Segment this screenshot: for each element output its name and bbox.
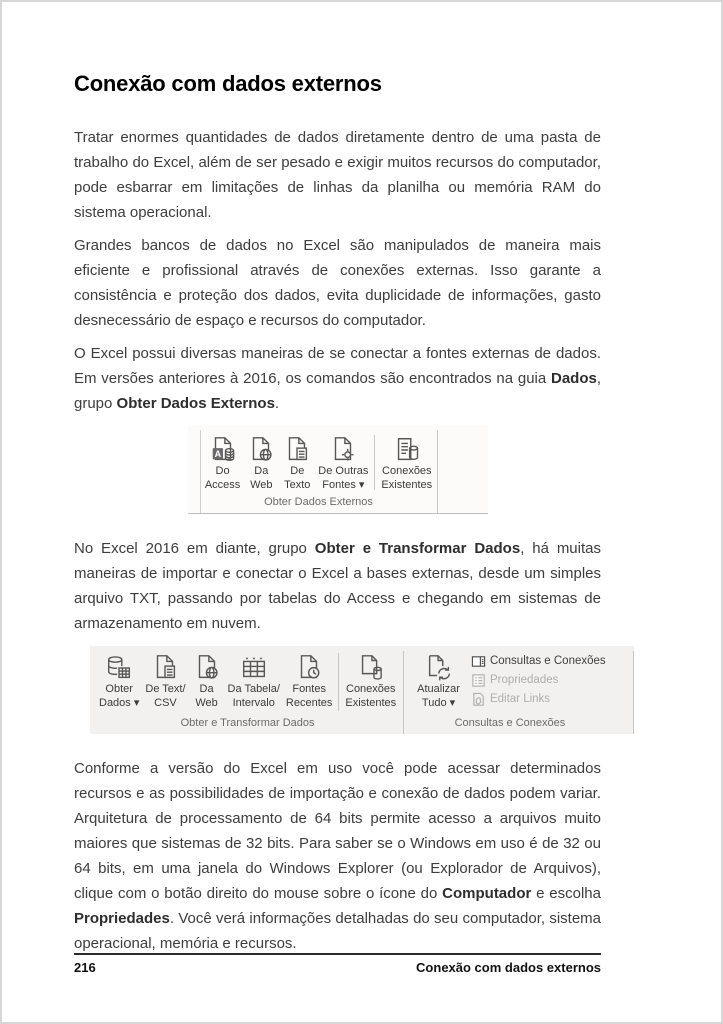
button-label: Recentes [285,696,333,709]
button-label: De Outras [318,465,369,477]
page-number: 216 [74,960,96,975]
text-segment: , grupo [74,370,601,412]
queries-connections-icon [471,654,486,669]
access-file-icon [208,434,238,465]
button-label: CSV [154,696,177,709]
ribbon-button-do-access [202,433,243,492]
text-segment: Conforme a versão do Excel em uso você pode acessar determinados recursos e as possibilidades de importação e conexão de dados podem variar. Arquitetura de processamento de 64 bits permite acesso a arquivos muito maiores que sistemas de 32 bits. Para saber se o Windows em uso é de 32 ou 64 bits, em uma janela do Windows Explorer (ou Explorador de Arquivos), clique com o botão direito do mouse sobre o ícone do [74,760,601,902]
button-label: Da [199,683,214,695]
existing-connections-icon [356,652,386,683]
obter-dados-externos-group [200,430,438,513]
ribbon-button-obter-dados [96,651,142,713]
ribbon-group-separator [403,651,404,734]
text-file-icon [282,434,312,465]
ribbon-button-da-web [243,433,279,492]
paragraph-2 [74,233,601,333]
ribbon-button-propriedades [471,671,606,690]
group-label-obter-dados-externos: Obter Dados Externos [264,496,373,508]
ribbon-separator [338,653,339,711]
properties-icon [471,673,486,688]
paragraph-4 [74,536,601,636]
text-segment: Grandes bancos de dados no Excel são manipulados de maneira mais eficiente e profissional através de conexões externas. Isso garante a consistência e proteção dos dados, evita duplicidade de informações, gasto desnecessário de espaço e recursos do computador. [74,237,601,329]
get-data-database-icon [104,652,134,683]
button-label: Conexões [346,683,396,695]
button-label: De [290,465,305,477]
button-label: Do [215,465,230,477]
button-label: Web [250,478,273,491]
button-label: Web [195,696,218,709]
ribbon-button-de-outras-fontes [315,433,371,492]
button-label: Tudo ▾ [421,696,456,709]
paragraph-3 [74,341,601,416]
button-label: Fontes [292,683,326,695]
ribbon-button-conexoes-existentes [378,433,435,492]
button-label: Dados ▾ [99,696,140,709]
button-label: Conexões [382,465,432,477]
ribbon-button-da-tabela-intervalo [225,651,283,713]
button-label: Intervalo [232,696,275,709]
ribbon-button-de-text-csv [142,651,188,713]
text-segment: , há muitas maneiras de importar e conectar o Excel a bases externas, desde um simples arquivo TXT, passando por tabelas do Access e chegando em sistemas de armazenamento em nuvem. [74,540,601,632]
recent-sources-icon [294,652,324,683]
web-file-icon [246,434,276,465]
button-label: Propriedades [489,674,559,686]
ribbon-buttons-row [96,651,399,713]
group-label-obter-e-transformar: Obter e Transformar Dados [180,717,315,729]
svg-text:A: A [214,448,221,459]
ribbon-buttons-row [201,430,437,492]
text-segment: No Excel 2016 em diante, grupo [74,540,315,557]
obter-e-transformar-group [90,651,399,734]
other-sources-icon [328,434,358,465]
text-segment: . [274,395,280,412]
button-label: De Text/ [145,683,186,695]
ribbon-buttons-row [414,651,606,713]
button-label: Existentes [345,696,397,709]
ribbon-button-editar-links [471,690,606,709]
ribbon-button-consultas-e-conexoes [471,652,606,671]
button-label: Editar Links [489,693,551,705]
button-label: Atualizar [417,683,460,695]
group-label-consultas-e-conexoes: Consultas e Conexões [454,717,566,729]
small-buttons-stack [471,651,606,709]
page-footer [74,953,601,975]
button-label: Da [254,465,269,477]
existing-connections-icon [392,434,422,465]
page-content [2,70,721,956]
bold-term-computador: Computador [442,885,532,902]
paragraph-1 [74,125,601,225]
bold-term-obter-dados-externos: Obter Dados Externos [116,395,275,412]
paragraph-5 [74,756,601,956]
consultas-e-conexoes-group [408,651,612,734]
edit-links-icon [471,692,486,707]
excel-2013-ribbon-screenshot [188,425,488,514]
text-segment: Tratar enormes quantidades de dados diretamente dentro de uma pasta de trabalho do Excel, além de ser pesado e exigir muitos recursos do computador, pode esbarrar em limitações de linhas da planilha ou memória RAM do sistema operacional. [74,129,601,221]
footer-section-title: Conexão com dados externos [416,960,601,975]
button-label: Access [204,478,241,491]
excel-2016-ribbon-screenshot [90,646,634,734]
ribbon-button-da-web [189,651,225,713]
bold-term-obter-e-transformar: Obter e Transformar Dados [314,540,521,557]
button-label: Texto [284,478,311,491]
text-csv-file-icon [150,652,180,683]
button-label: Consultas e Conexões [489,655,606,667]
refresh-all-icon [424,652,454,683]
bold-term-propriedades: Propriedades [74,910,170,927]
table-range-icon [239,652,269,683]
ribbon-button-fontes-recentes [283,651,335,713]
ribbon-button-de-texto [279,433,315,492]
ribbon-button-conexoes-existentes [342,651,399,713]
button-label: Fontes ▾ [322,478,365,491]
ribbon-button-atualizar-tudo [414,651,463,710]
text-segment: . Você verá informações detalhadas do seu computador, sistema operacional, memória e recursos. [74,910,601,952]
page-title: Conexão com dados externos [74,71,382,96]
button-label: Existentes [381,478,433,491]
button-label: Da Tabela/ [227,683,280,695]
ribbon-separator [374,435,375,490]
text-segment: e escolha [531,885,601,902]
text-segment: O Excel possui diversas maneiras de se conectar a fontes externas de dados. Em versões anteriores à 2016, os comandos são encontrados na guia [74,345,601,387]
bold-term-dados: Dados [550,370,597,387]
web-file-icon [192,652,222,683]
button-label: Obter [105,683,133,695]
ribbon-end-separator [633,651,634,734]
